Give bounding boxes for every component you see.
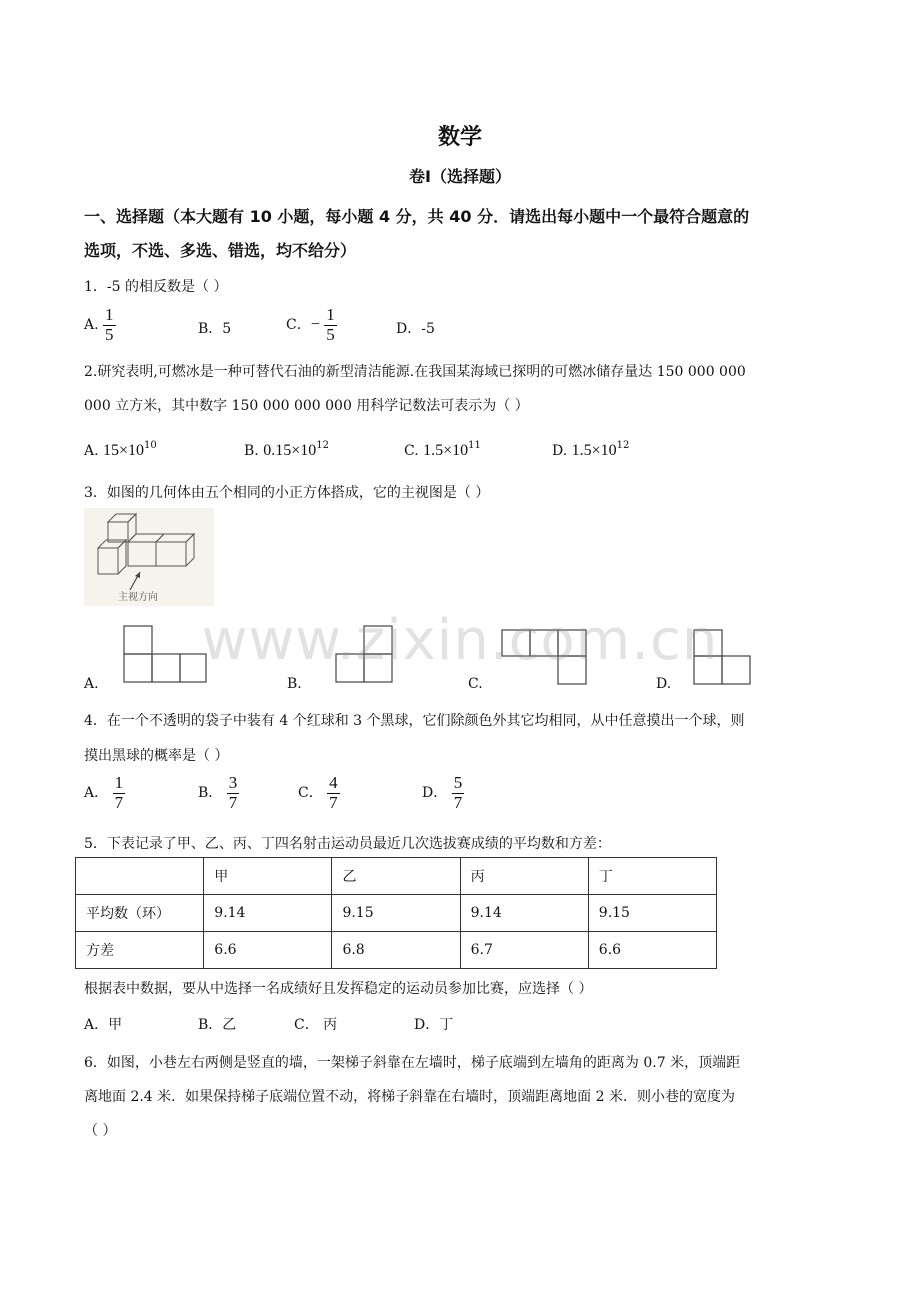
q4-option-c (298, 774, 340, 812)
q5-stem: 5．下表记录了甲、乙、丙、丁四名射击运动员最近几次选拔赛成绩的平均数和方差： (84, 836, 611, 852)
sci-exponent: 12 (616, 440, 630, 451)
q2-stem-line2: 000 立方米，其中数字 150 000 000 000 用科学记数法可表示为（ ） (84, 398, 529, 414)
denominator: 5 (326, 324, 335, 344)
q4-option-d (422, 774, 464, 812)
sci-exponent: 12 (316, 440, 329, 451)
q3-option-d-label: D. (656, 676, 672, 692)
q4-option-b (198, 774, 239, 812)
denominator: 7 (114, 792, 124, 812)
fraction (103, 306, 116, 344)
q5-option-b: B．乙 (198, 1017, 237, 1033)
option-label: B． (198, 785, 223, 802)
figure-caption: 主视方向 (118, 592, 158, 603)
row-label: 平均数（环） (76, 895, 204, 932)
scores-table (75, 857, 717, 969)
table-header-cell: 丁 (588, 858, 716, 895)
q1-option-a (84, 306, 116, 344)
option-label: A． (84, 785, 109, 802)
fraction (452, 774, 465, 812)
fraction (113, 774, 126, 812)
table-cell (76, 858, 204, 895)
section-heading-line1: 一、选择题（本大题有 10 小题，每小题 4 分，共 40 分．请选出每小题中一个最符合题意的 (84, 207, 750, 226)
option-label: A. (84, 443, 99, 459)
minus-sign: − (310, 316, 320, 334)
q2-option-a (84, 440, 157, 460)
q2-option-b (244, 440, 329, 460)
q5-option-c: C． 丙 (294, 1017, 338, 1033)
fraction (324, 306, 337, 344)
sci-exponent: 10 (144, 440, 157, 451)
q3-stem: 3．如图的几何体由五个相同的小正方体搭成，它的主视图是（ ） (84, 485, 490, 501)
table-cell: 9.15 (588, 895, 716, 932)
table-header-cell: 甲 (204, 858, 332, 895)
sci-base: 0.15×10 (263, 442, 317, 459)
sci-exponent: 11 (468, 440, 481, 451)
denominator: 5 (105, 324, 114, 344)
option-label: D. (552, 443, 568, 459)
q1-option-d: D．-5 (396, 321, 435, 337)
q3-option-a-label: A. (84, 676, 99, 692)
table-cell: 9.14 (204, 895, 332, 932)
denominator: 7 (329, 792, 338, 812)
numerator: 5 (453, 773, 463, 792)
watermark: www.zixin.com.cn (201, 608, 719, 673)
section-heading-line2: 选项，不选、多选、错选，均不给分） (84, 241, 357, 260)
option-label: D． (422, 785, 448, 802)
q5-option-a: A．甲 (84, 1017, 123, 1033)
table-header-cell: 乙 (332, 858, 460, 895)
option-label: C. (404, 443, 419, 459)
denominator: 7 (453, 792, 463, 812)
sci-base: 1.5×10 (571, 442, 617, 459)
paper-subtitle: 卷Ⅰ（选择题） (409, 167, 511, 186)
q1-option-b: B．5 (198, 321, 232, 337)
numerator: 4 (329, 773, 338, 792)
q6-stem-line2: 离地面 2.4 米．如果保持梯子底端位置不动，将梯子斜靠在右墙时，顶端距离地面 2 米．则小巷的宽度为 (84, 1089, 735, 1105)
option-label: B. (244, 443, 259, 459)
fraction (327, 774, 340, 812)
row-label: 方差 (76, 932, 204, 969)
option-label: A. (84, 317, 99, 334)
sci-base: 15×10 (103, 442, 145, 459)
q4-option-a (84, 774, 125, 812)
table-cell: 6.8 (332, 932, 460, 969)
table-cell: 6.7 (460, 932, 588, 969)
cube-solid-figure (84, 508, 214, 606)
option-label: C． (286, 317, 311, 334)
table-row (76, 895, 717, 932)
q6-stem-line1: 6．如图，小巷左右两侧是竖直的墙，一架梯子斜靠在左墙时，梯子底端到左墙角的距离为 0.7 米，顶端距 (84, 1055, 741, 1071)
q1-stem: 1．-5 的相反数是（ ） (84, 279, 228, 295)
q6-stem-line3: （ ） (84, 1123, 117, 1139)
q1-option-c (286, 306, 337, 344)
table-cell: 6.6 (588, 932, 716, 969)
table-header-row (76, 858, 717, 895)
denominator: 7 (228, 792, 238, 812)
fraction (227, 774, 240, 812)
q4-stem-line2: 摸出黑球的概率是（ ） (84, 748, 229, 764)
q2-option-d (552, 440, 629, 460)
numerator: 3 (228, 773, 238, 792)
table-cell: 9.15 (332, 895, 460, 932)
option-label: C． (298, 785, 323, 802)
table-cell: 9.14 (460, 895, 588, 932)
table-row (76, 932, 717, 969)
q5-question: 根据表中数据，要从中选择一名成绩好且发挥稳定的运动员参加比赛，应选择（ ） (84, 981, 593, 997)
q3-option-c-label: C. (468, 676, 483, 692)
numerator: 1 (326, 305, 335, 324)
numerator: 1 (114, 773, 124, 792)
sci-base: 1.5×10 (423, 442, 469, 459)
q3-option-b-label: B. (287, 676, 302, 692)
table-cell: 6.6 (204, 932, 332, 969)
q5-option-d: D．丁 (414, 1017, 454, 1033)
q2-stem-line1: 2.研究表明,可燃冰是一种可替代石油的新型清洁能源.在我国某海域已探明的可燃冰储存量达 150 000 000 (84, 364, 746, 380)
page-title: 数学 (437, 125, 482, 150)
table-header-cell: 丙 (460, 858, 588, 895)
q2-option-c (404, 440, 481, 460)
q4-stem-line1: 4．在一个不透明的袋子中装有 4 个红球和 3 个黑球，它们除颜色外其它均相同，从中任意摸出一个球，则 (84, 713, 745, 729)
numerator: 1 (105, 305, 114, 324)
